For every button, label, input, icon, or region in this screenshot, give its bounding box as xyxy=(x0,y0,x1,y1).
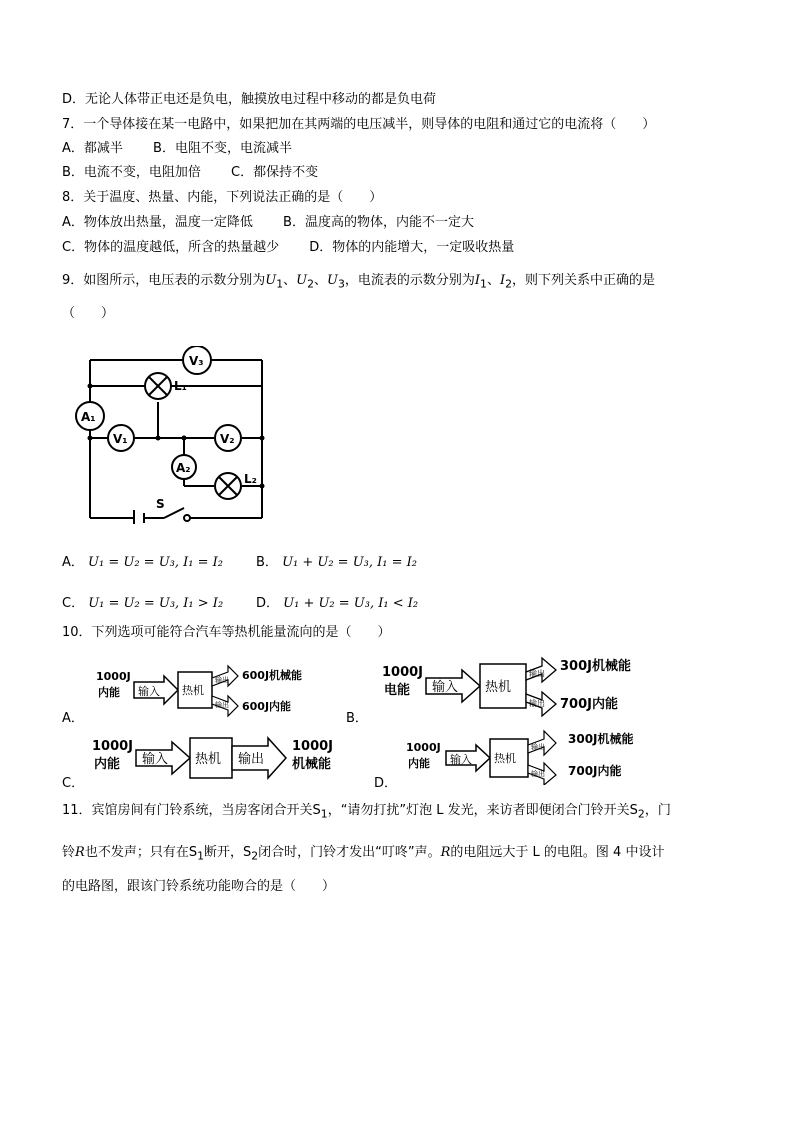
svg-text:输入: 输入 xyxy=(432,680,459,695)
q10-diagram-c xyxy=(88,732,358,784)
svg-text:电能: 电能 xyxy=(384,683,411,698)
svg-text:输出: 输出 xyxy=(215,701,229,709)
svg-text:输出: 输出 xyxy=(238,752,265,767)
q8-stem: 8．关于温度、热量、内能，下列说法正确的是（ ） xyxy=(62,190,383,205)
svg-text:1000J: 1000J xyxy=(382,665,424,680)
q9-option-a: A． U₁ = U₂ = U₃, I₁ = I₂ xyxy=(62,555,223,570)
svg-text:内能: 内能 xyxy=(98,686,120,699)
svg-text:输入: 输入 xyxy=(142,752,169,767)
v1-label: V₁ xyxy=(113,432,128,446)
svg-text:1000J: 1000J xyxy=(406,741,441,754)
l1-label: L₁ xyxy=(174,379,187,393)
q11-line-3: 的电路图，跟该门铃系统功能吻合的是（ ） xyxy=(62,879,336,894)
q10-diagram-d xyxy=(402,727,662,785)
svg-text:300J机械能: 300J机械能 xyxy=(568,732,634,746)
svg-text:输出: 输出 xyxy=(215,676,229,684)
q8-options-cd: C．物体的温度越低，所含的热量越少 D．物体的内能增大，一定吸收热量 xyxy=(62,240,515,255)
svg-text:热机: 热机 xyxy=(494,752,516,765)
q9-option-c: C． U₁ = U₂ = U₃, I₁ > I₂ xyxy=(62,596,224,611)
q10-diagram-b xyxy=(378,652,668,720)
v3-label: V₃ xyxy=(189,354,204,368)
q9-paren: （ ） xyxy=(62,306,115,321)
q10-option-c-label: C． xyxy=(62,776,85,791)
svg-text:700J内能: 700J内能 xyxy=(560,697,618,712)
q8-options-ab: A．物体放出热量，温度一定降低 B．温度高的物体，内能不一定大 xyxy=(62,215,474,230)
q10-option-d-label: D． xyxy=(374,776,398,791)
q10-stem: 10．下列选项可能符合汽车等热机能量流向的是（ ） xyxy=(62,625,391,640)
a1-label: A₁ xyxy=(81,410,96,424)
q11-line-1: 11．宾馆房间有门铃系统，当房客闭合开关$S_1$，“请勿打扰”灯泡 L 发光，来访者即便闭合门铃开关$S_2$，门 xyxy=(62,803,671,821)
q10-diagram-a xyxy=(92,660,312,720)
svg-text:300J机械能: 300J机械能 xyxy=(560,659,631,674)
l2-label: L₂ xyxy=(244,472,257,486)
q7-options-bc: B．电流不变，电阻加倍 C．都保持不变 xyxy=(62,165,319,180)
q10-option-b-label: B． xyxy=(346,711,368,726)
q7-stem: 7．一个导体接在某一电路中，如果把加在其两端的电压减半，则导体的电阻和通过它的电流将（ ） xyxy=(62,117,656,132)
q9-stem: 9．如图所示，电压表的示数分别为$U_1$、$U_2$、$U_3$，电流表的示数分别为$I_1$、$I_2$，则下列关系中正确的是 xyxy=(62,273,655,291)
svg-text:热机: 热机 xyxy=(485,680,512,695)
svg-text:1000J: 1000J xyxy=(96,670,131,683)
svg-text:输入: 输入 xyxy=(138,685,160,698)
svg-text:1000J: 1000J xyxy=(92,739,134,754)
svg-text:1000J: 1000J xyxy=(292,739,334,754)
q9-circuit-diagram xyxy=(72,346,272,524)
svg-text:输入: 输入 xyxy=(450,753,472,766)
q9-option-b: B． U₁ + U₂ = U₃, I₁ = I₂ xyxy=(256,555,417,570)
svg-text:600J内能: 600J内能 xyxy=(242,700,292,713)
svg-text:内能: 内能 xyxy=(408,757,430,770)
q10-option-a-label: A． xyxy=(62,711,84,726)
q9-option-d: D． U₁ + U₂ = U₃, I₁ < I₂ xyxy=(256,596,419,611)
svg-text:机械能: 机械能 xyxy=(292,757,332,772)
svg-text:热机: 热机 xyxy=(195,752,222,767)
svg-text:700J内能: 700J内能 xyxy=(568,764,622,778)
svg-text:600J机械能: 600J机械能 xyxy=(242,669,303,682)
switch-label: S xyxy=(156,497,165,511)
v2-label: V₂ xyxy=(220,432,235,446)
q11-line-2: 铃R也不发声；只有在$S_1$断开，$S_2$闭合时，门铃才发出“叮咚”声。R的电阻远大于 L 的电阻。图 4 中设计 xyxy=(62,845,665,863)
a2-label: A₂ xyxy=(176,461,191,475)
svg-text:输出: 输出 xyxy=(529,699,545,708)
q6-option-d: D．无论人体带正电还是负电，触摸放电过程中移动的都是负电荷 xyxy=(62,92,437,107)
svg-text:输出: 输出 xyxy=(531,770,545,778)
svg-text:热机: 热机 xyxy=(182,684,204,697)
svg-text:内能: 内能 xyxy=(94,757,121,772)
svg-text:输出: 输出 xyxy=(531,743,545,751)
svg-text:输出: 输出 xyxy=(529,669,545,678)
q7-options-ab: A．都减半 B．电阻不变，电流减半 xyxy=(62,141,292,156)
